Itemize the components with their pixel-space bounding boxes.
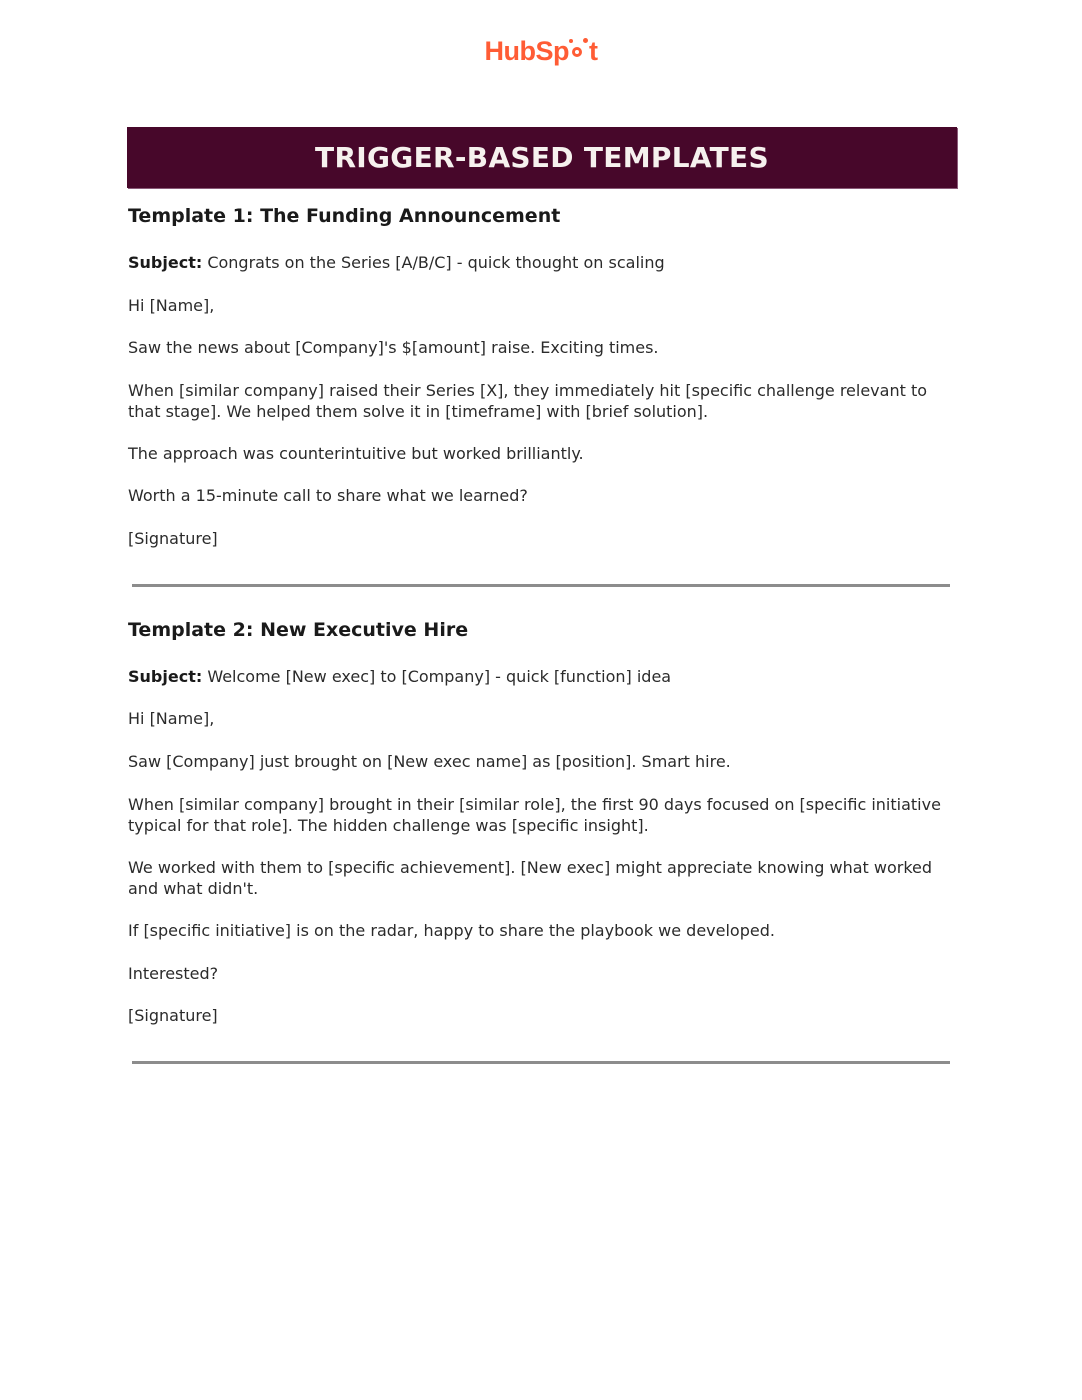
template-1-paragraph: Worth a 15-minute call to share what we learned? xyxy=(128,486,528,505)
template-2-heading: Template 2: New Executive Hire xyxy=(128,619,469,641)
template-2-signature: [Signature] xyxy=(128,1006,218,1025)
template-1-signature: [Signature] xyxy=(128,529,218,548)
template-2-subject xyxy=(128,666,954,687)
template-1-subject xyxy=(128,252,954,273)
template-1-paragraph: When [similar company] raised their Series [X], they immediately hit [specific challenge relevant to that stage]. We helped them solve it in [timeframe] with [brief solution]. xyxy=(128,381,928,421)
template-1-paragraph: The approach was counterintuitive but worked brilliantly. xyxy=(128,444,584,463)
template-1-paragraph: Saw the news about [Company]'s $[amount] raise. Exciting times. xyxy=(128,338,659,357)
page-title: TRIGGER-BASED TEMPLATES xyxy=(315,141,769,174)
logo-text: HubSp xyxy=(484,36,569,66)
subject-text: Welcome [New exec] to [Company] - quick [function] idea xyxy=(202,667,672,686)
template-2-paragraph: Saw [Company] just brought on [New exec name] as [position]. Smart hire. xyxy=(128,752,731,771)
section-divider xyxy=(132,1061,950,1064)
template-2-paragraph: We worked with them to [specific achievement]. [New exec] might appreciate knowing what worked and what didn't. xyxy=(128,858,933,898)
template-1-heading: Template 1: The Funding Announcement xyxy=(128,205,561,227)
template-2-greeting: Hi [Name], xyxy=(128,709,215,728)
subject-label: Subject: xyxy=(128,667,203,686)
template-2-paragraph: Interested? xyxy=(128,964,219,983)
sprocket-icon xyxy=(569,42,589,62)
subject-text: Congrats on the Series [A/B/C] - quick thought on scaling xyxy=(202,253,665,272)
template-2-paragraph: If [specific initiative] is on the radar, happy to share the playbook we developed. xyxy=(128,921,775,940)
template-1-greeting: Hi [Name], xyxy=(128,296,215,315)
hubspot-logo xyxy=(0,36,1082,67)
logo-text-end: t xyxy=(589,36,598,66)
subject-label: Subject: xyxy=(128,253,203,272)
template-2-paragraph: When [similar company] brought in their [similar role], the first 90 days focused on [specific initiative typical for that role]. The hidden challenge was [specific insight]. xyxy=(128,795,941,835)
title-banner xyxy=(127,127,957,188)
section-divider xyxy=(132,584,950,587)
